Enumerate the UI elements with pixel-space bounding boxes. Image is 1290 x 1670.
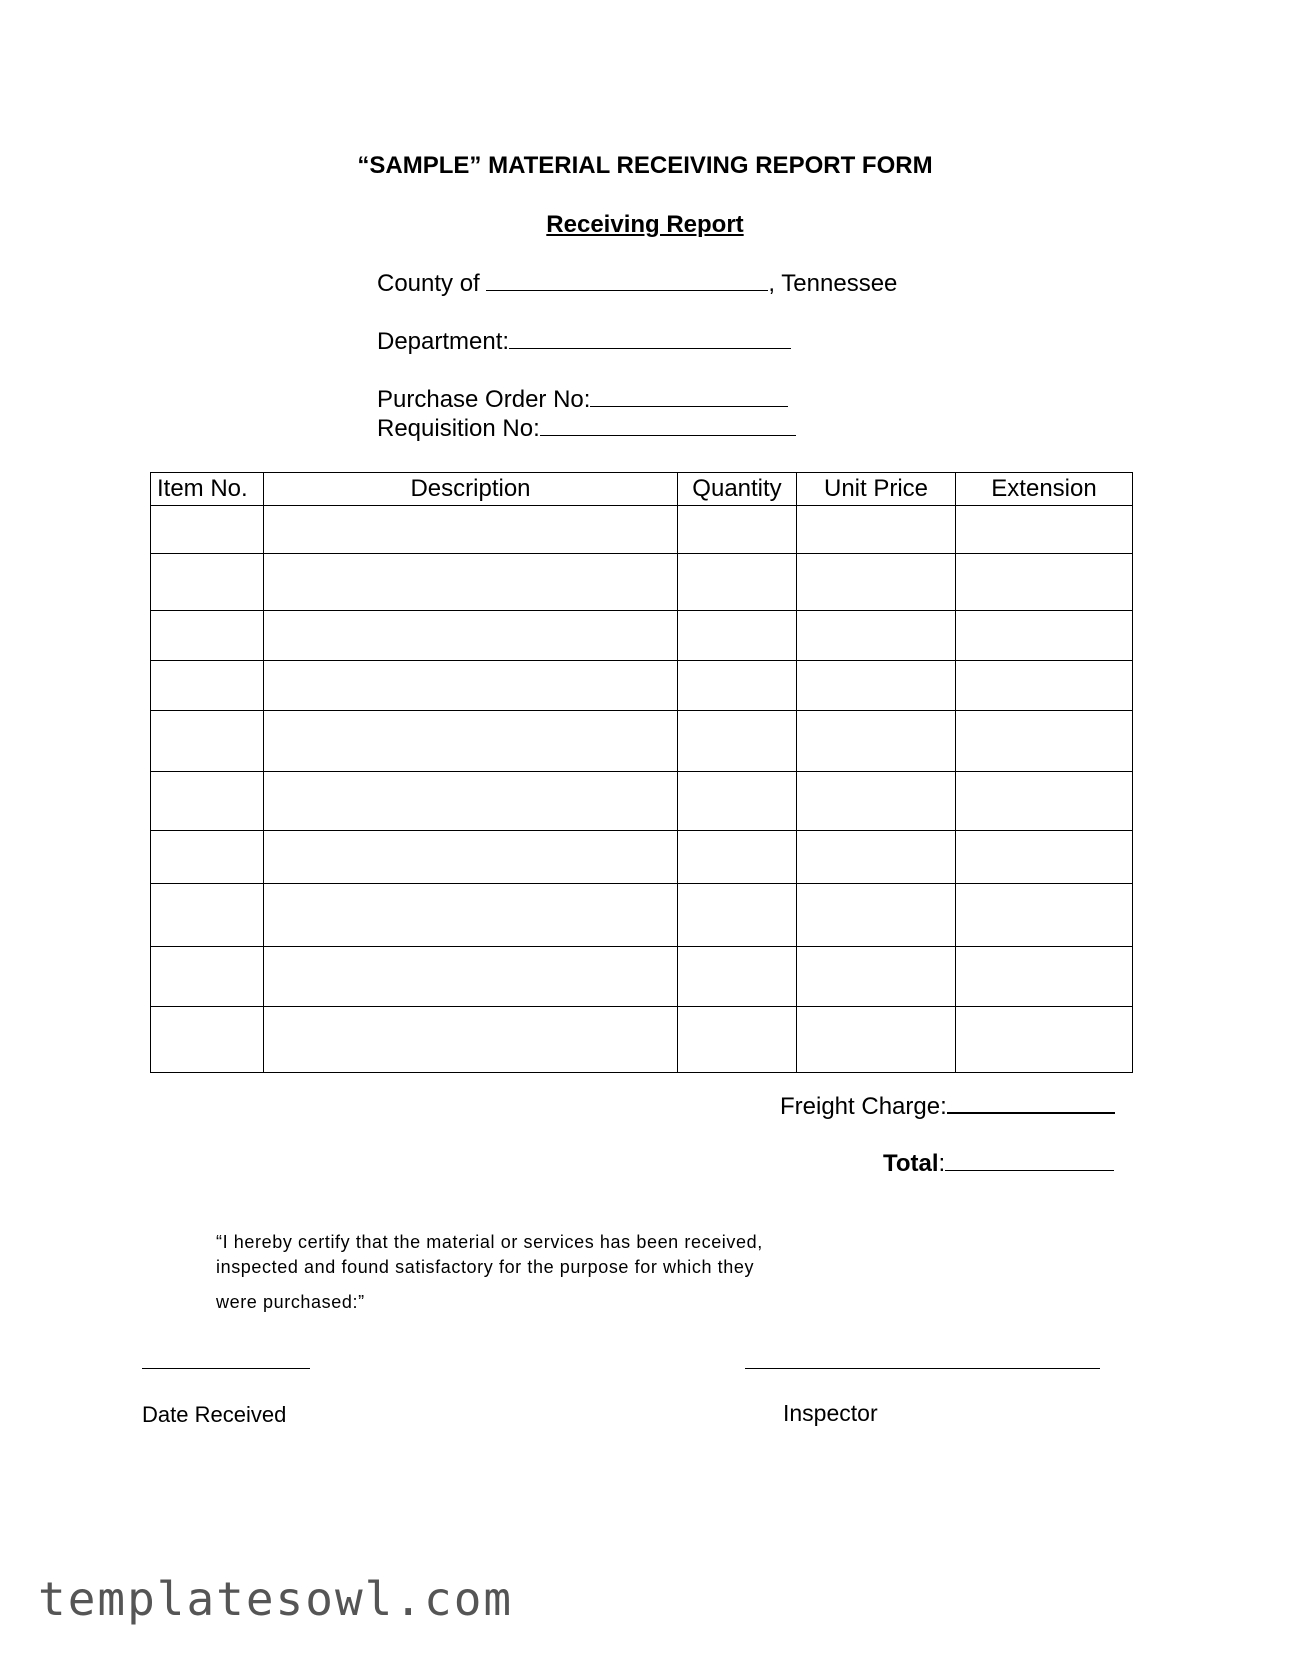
department-field xyxy=(377,326,791,356)
cell-item-no[interactable] xyxy=(151,884,264,947)
table-row xyxy=(151,772,1133,831)
cell-description[interactable] xyxy=(264,711,678,772)
table-row xyxy=(151,554,1133,611)
freight-charge-input-line[interactable] xyxy=(947,1090,1115,1114)
cell-description[interactable] xyxy=(264,772,678,831)
cell-unit-price[interactable] xyxy=(797,554,956,611)
cell-unit-price[interactable] xyxy=(797,661,956,711)
header-extension: Extension xyxy=(956,473,1133,506)
cell-unit-price[interactable] xyxy=(797,711,956,772)
cell-item-no[interactable] xyxy=(151,772,264,831)
cell-extension[interactable] xyxy=(956,884,1133,947)
form-subtitle: Receiving Report xyxy=(546,211,744,238)
watermark: templatesowl.com xyxy=(38,1572,514,1626)
cell-extension[interactable] xyxy=(956,947,1133,1007)
table-row xyxy=(151,661,1133,711)
cell-quantity[interactable] xyxy=(678,831,797,884)
table-row xyxy=(151,506,1133,554)
certification-line-2: inspected and found satisfactory for the purpose for which they xyxy=(216,1257,755,1277)
table-row xyxy=(151,1007,1133,1073)
cell-extension[interactable] xyxy=(956,661,1133,711)
requisition-field xyxy=(377,413,796,443)
cell-unit-price[interactable] xyxy=(797,772,956,831)
cell-extension[interactable] xyxy=(956,772,1133,831)
certification-line-3: were purchased:” xyxy=(216,1292,365,1312)
purchase-order-field xyxy=(377,384,788,414)
county-suffix: , Tennessee xyxy=(768,270,898,297)
cell-quantity[interactable] xyxy=(678,947,797,1007)
cell-unit-price[interactable] xyxy=(797,831,956,884)
cell-item-no[interactable] xyxy=(151,661,264,711)
cell-extension[interactable] xyxy=(956,711,1133,772)
cell-quantity[interactable] xyxy=(678,711,797,772)
cell-item-no[interactable] xyxy=(151,611,264,661)
header-quantity: Quantity xyxy=(678,473,797,506)
inspector-signature-line[interactable] xyxy=(745,1368,1100,1369)
date-received-line[interactable] xyxy=(142,1368,310,1369)
county-field xyxy=(377,268,897,298)
cell-quantity[interactable] xyxy=(678,1007,797,1073)
cell-quantity[interactable] xyxy=(678,554,797,611)
cell-quantity[interactable] xyxy=(678,506,797,554)
total-field xyxy=(883,1148,1114,1178)
cell-description[interactable] xyxy=(264,611,678,661)
certification-statement xyxy=(216,1230,836,1315)
cell-description[interactable] xyxy=(264,1007,678,1073)
table-row xyxy=(151,611,1133,661)
cell-description[interactable] xyxy=(264,554,678,611)
freight-charge-label: Freight Charge: xyxy=(780,1093,947,1120)
cell-quantity[interactable] xyxy=(678,772,797,831)
cell-unit-price[interactable] xyxy=(797,611,956,661)
purchase-order-input-line[interactable] xyxy=(590,384,788,407)
table-row xyxy=(151,947,1133,1007)
cell-item-no[interactable] xyxy=(151,947,264,1007)
table-row xyxy=(151,711,1133,772)
total-label: Total xyxy=(883,1150,939,1177)
purchase-order-label: Purchase Order No: xyxy=(377,386,591,413)
cell-item-no[interactable] xyxy=(151,1007,264,1073)
inspector-label: Inspector xyxy=(783,1400,878,1426)
cell-unit-price[interactable] xyxy=(797,884,956,947)
cell-item-no[interactable] xyxy=(151,554,264,611)
cell-unit-price[interactable] xyxy=(797,947,956,1007)
items-table xyxy=(150,472,1133,1073)
table-body xyxy=(151,506,1133,1073)
form-title: “SAMPLE” MATERIAL RECEIVING REPORT FORM xyxy=(357,152,933,179)
cell-extension[interactable] xyxy=(956,1007,1133,1073)
cell-unit-price[interactable] xyxy=(797,1007,956,1073)
cell-quantity[interactable] xyxy=(678,884,797,947)
date-received-label: Date Received xyxy=(142,1402,287,1427)
cell-item-no[interactable] xyxy=(151,831,264,884)
cell-extension[interactable] xyxy=(956,506,1133,554)
freight-charge-field xyxy=(780,1090,1115,1121)
county-label: County of xyxy=(377,270,480,297)
department-input-line[interactable] xyxy=(509,326,791,349)
cell-item-no[interactable] xyxy=(151,711,264,772)
total-input-line[interactable] xyxy=(945,1148,1114,1171)
table-row xyxy=(151,884,1133,947)
total-colon: : xyxy=(938,1150,946,1177)
cell-extension[interactable] xyxy=(956,554,1133,611)
cell-description[interactable] xyxy=(264,831,678,884)
cell-extension[interactable] xyxy=(956,611,1133,661)
header-unit-price: Unit Price xyxy=(797,473,956,506)
certification-line-1: “I hereby certify that the material or services has been received, xyxy=(216,1232,763,1252)
cell-description[interactable] xyxy=(264,661,678,711)
cell-item-no[interactable] xyxy=(151,506,264,554)
cell-unit-price[interactable] xyxy=(797,506,956,554)
cell-extension[interactable] xyxy=(956,831,1133,884)
cell-quantity[interactable] xyxy=(678,611,797,661)
header-item-no: Item No. xyxy=(151,473,264,506)
table-header-row xyxy=(151,473,1133,506)
cell-description[interactable] xyxy=(264,884,678,947)
cell-quantity[interactable] xyxy=(678,661,797,711)
header-description: Description xyxy=(264,473,678,506)
requisition-input-line[interactable] xyxy=(540,413,796,436)
department-label: Department: xyxy=(377,328,510,355)
requisition-label: Requisition No: xyxy=(377,415,540,442)
county-input-line[interactable] xyxy=(486,268,768,291)
cell-description[interactable] xyxy=(264,947,678,1007)
table-row xyxy=(151,831,1133,884)
cell-description[interactable] xyxy=(264,506,678,554)
